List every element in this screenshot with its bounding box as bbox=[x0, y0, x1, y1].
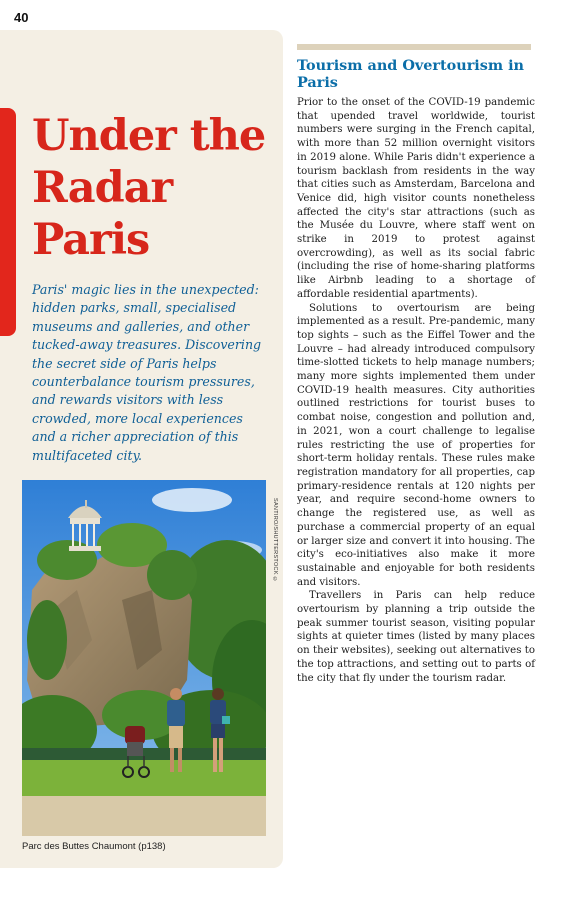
sidebar-body bbox=[297, 96, 535, 685]
photo-caption: Parc des Buttes Chaumont (p138) bbox=[22, 841, 166, 852]
section-tab-marker bbox=[0, 108, 16, 336]
page-number: 40 bbox=[14, 10, 29, 25]
title-line: Radar bbox=[32, 163, 173, 213]
sidebar-heading: Tourism and Overtourism in Paris bbox=[297, 57, 525, 91]
park-photo bbox=[22, 480, 266, 836]
page-title bbox=[32, 110, 277, 266]
body-paragraph: Solutions to overtourism are being implemented as a result. Pre-pandemic, many top sights – such as the Eiffel Tower and the Louvre – had already introduced compulsory time-slotted tickets to help manage numbers; many more sights implemented them under COVID-19 health measures. City authorities outlined restrictions for tourist buses to combat noise, congestion and pollution and, in 2021, won a court challenge to legalise rules restricting the use of properties for short-term holiday rentals. These rules make registration mandatory for all properties, cap primary-residence rentals at 120 nights per year, and require second-home owners to change the registered use, as well as purchase a commercial property of an equal or larger size and convert it into housing. The city's eco-initiatives also make it more sustainable and enjoyable for both residents and visitors. bbox=[297, 302, 535, 588]
body-paragraph: Prior to the onset of the COVID-19 pandemic that upended travel worldwide, tourist numbers were surging in the French capital, with more than 52 million overnight visitors in 2019 alone. While Paris didn't experience a tourism backlash from residents in the way that cities such as Amsterdam, Barcelona and Venice did, high visitor counts nonetheless affected the city's star attractions (such as the Musée du Louvre, where staff went on strike in 2019 to protest against overcrowding), as well as its social fabric (including the rise of home-sharing platforms like Airbnb leading to a shortage of affordable residential apartments). bbox=[297, 97, 535, 300]
photo-credit: SANTIRO/SHUTTERSTOCK © bbox=[272, 498, 278, 583]
intro-paragraph: Paris' magic lies in the unexpected: hidden parks, small, specialised museums and galleries, and other tucked-away treasures. Discovering the secret side of Paris helps counterbalance tourism pressures, and rewards visitors with less crowded, more local experiences and a richer appreciation of this multifaceted city. bbox=[32, 282, 262, 463]
sidebar-top-rule bbox=[297, 44, 531, 50]
body-paragraph: Travellers in Paris can help reduce overtourism by planning a trip outside the peak summer tourist season, visiting popular sights at quieter times (listed by many places on their websites), seeking out alternatives to the top attractions, and setting out to parts of the city that fly under the tourism radar. bbox=[297, 590, 535, 684]
title-line: Paris bbox=[32, 215, 150, 265]
title-line: Under the bbox=[32, 111, 266, 161]
